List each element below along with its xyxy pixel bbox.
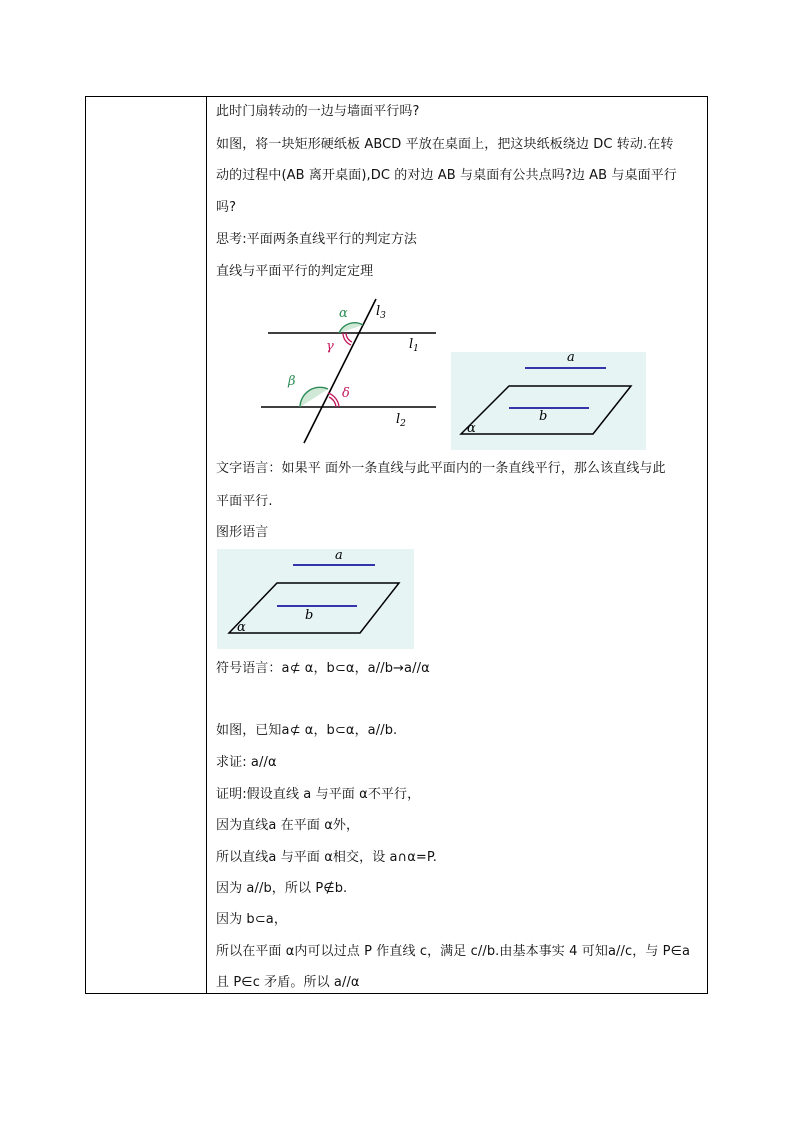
- text-line: 平面平行.: [216, 494, 273, 509]
- text-line: 直线与平面平行的判定定理: [216, 264, 374, 279]
- graphic-language-figure: [217, 549, 414, 649]
- gamma-label: γ: [326, 339, 334, 354]
- text-line: 因为 a//b，所以 P∉b.: [216, 881, 348, 896]
- delta-label: δ: [342, 386, 350, 401]
- parallel-lines-figure: [236, 295, 436, 445]
- alpha-label: α: [339, 306, 348, 321]
- column-divider: [206, 97, 207, 993]
- label-a: a: [567, 352, 575, 365]
- text-line: 如图，已知a⊄ α，b⊂α，a//b.: [216, 723, 398, 738]
- text-line: 思考:平面两条直线平行的判定方法: [216, 232, 417, 247]
- l3-label: $l_3$: [376, 304, 386, 321]
- text-line: 符号语言：a⊄ α，b⊂α，a//b→a//α: [216, 661, 430, 676]
- text-line: 证明:假设直线 a 与平面 α不平行，: [216, 787, 421, 802]
- text-line: 此时门扇转动的一边与墙面平行吗?: [216, 104, 420, 119]
- label-alpha: α: [237, 620, 246, 635]
- text-line: 动的过程中(AB 离开桌面),DC 的对边 AB 与桌面有公共点吗?边 AB 与桌面平行: [216, 168, 677, 183]
- text-line: 文字语言：如果平 面外一条直线与此平面内的一条直线平行，那么该直线与此: [216, 461, 666, 476]
- label-a: a: [335, 549, 343, 563]
- text-line: 如图，将一块矩形硬纸板 ABCD 平放在桌面上，把这块纸板绕边 DC 转动.在转: [216, 137, 674, 152]
- label-b: b: [305, 608, 314, 623]
- l2-label: $l_2$: [396, 412, 406, 429]
- l1-label: $l_1$: [409, 337, 419, 354]
- text-line: 所以在平面 α内可以过点 P 作直线 c，满足 c//b.由基本事实 4 可知a//c，与 P∈a: [216, 944, 691, 959]
- label-b: b: [539, 409, 548, 424]
- text-line: 所以直线a 与平面 α相交，设 a∩α=P.: [216, 850, 438, 865]
- beta-label: β: [288, 374, 296, 389]
- figure-background: [217, 549, 414, 649]
- text-line: 求证: a//α: [216, 755, 277, 770]
- text-line: 因为直线a 在平面 α外，: [216, 818, 360, 833]
- text-line: 且 P∈c 矛盾。所以 a//α: [216, 975, 360, 990]
- lesson-table: [85, 96, 708, 994]
- text-line: 吗?: [216, 200, 237, 215]
- gamma-arc: [343, 333, 351, 345]
- figure-background: [451, 352, 646, 450]
- label-alpha: α: [467, 421, 476, 436]
- text-line: 因为 b⊂a，: [216, 912, 287, 927]
- line-plane-figure: [451, 352, 646, 450]
- text-line: 图形语言: [216, 525, 269, 540]
